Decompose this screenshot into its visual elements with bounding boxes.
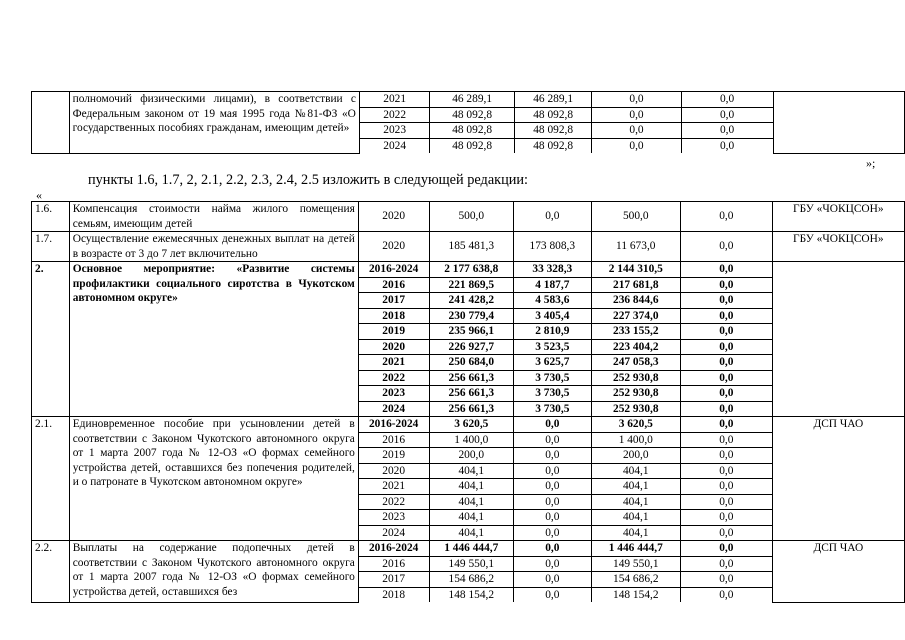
federal-budget-cell: 0,0 — [514, 448, 592, 464]
district-budget-cell: 1 400,0 — [591, 432, 680, 448]
district-budget-cell: 148 154,2 — [591, 587, 680, 602]
year-cell: 2021 — [358, 355, 429, 371]
federal-budget-cell: 3 730,5 — [514, 370, 592, 386]
district-budget-cell: 0,0 — [592, 138, 681, 153]
total-cell: 3 620,5 — [429, 417, 514, 433]
item-description: полномочий физическими лицами), в соответствии с Федеральным законом от 19 мая 1995 года №81-ФЗ «О государственных пособиях гражданам, имеющим детей» — [69, 92, 359, 154]
year-cell: 2016 — [358, 432, 429, 448]
other-sources-cell: 0,0 — [681, 448, 773, 464]
item-description: Единовременное пособие при усыновлении детей в соответствии с Законом Чукотского автономного округа от 1 марта 2007 года № 12-ОЗ «О формах семейного устройства детей, оставшихся без попечения родителей, и о патронате в Чукотском автономном округе» — [69, 417, 358, 541]
other-sources-cell: 0,0 — [681, 138, 773, 153]
federal-budget-cell: 3 625,7 — [514, 355, 592, 371]
other-sources-cell: 0,0 — [681, 232, 773, 262]
total-cell: 404,1 — [429, 525, 514, 541]
federal-budget-cell: 0,0 — [514, 202, 592, 232]
total-cell: 404,1 — [429, 494, 514, 510]
year-cell: 2024 — [358, 525, 429, 541]
federal-budget-cell: 48 092,8 — [514, 123, 592, 139]
federal-budget-cell: 0,0 — [514, 432, 592, 448]
district-budget-cell: 404,1 — [591, 494, 680, 510]
total-cell: 148 154,2 — [429, 587, 514, 602]
executor-cell: ДСП ЧАО — [772, 541, 904, 603]
executor-cell: ДСП ЧАО — [772, 417, 904, 541]
district-budget-cell: 236 844,6 — [591, 293, 680, 309]
district-budget-cell: 500,0 — [591, 202, 680, 232]
item-number: 2.1. — [32, 417, 70, 541]
table-row — [32, 541, 905, 557]
district-budget-cell: 3 620,5 — [591, 417, 680, 433]
item-number: 1.7. — [32, 232, 70, 262]
year-cell: 2017 — [358, 572, 429, 588]
total-cell: 48 092,8 — [430, 123, 515, 139]
federal-budget-cell: 3 730,5 — [514, 401, 592, 417]
total-cell: 404,1 — [429, 479, 514, 495]
top-table-fragment — [31, 91, 905, 154]
year-cell: 2020 — [358, 339, 429, 355]
district-budget-cell: 0,0 — [592, 107, 681, 123]
other-sources-cell: 0,0 — [681, 308, 773, 324]
total-cell: 226 927,7 — [429, 339, 514, 355]
other-sources-cell: 0,0 — [681, 277, 773, 293]
program-table — [31, 201, 905, 603]
other-sources-cell: 0,0 — [681, 386, 773, 402]
total-cell: 404,1 — [429, 510, 514, 526]
year-cell: 2023 — [358, 386, 429, 402]
other-sources-cell: 0,0 — [681, 92, 773, 108]
table-row — [32, 92, 905, 108]
year-cell: 2019 — [358, 324, 429, 340]
table-row — [32, 417, 905, 433]
total-cell: 48 092,8 — [430, 138, 515, 153]
federal-budget-cell: 0,0 — [514, 525, 592, 541]
federal-budget-cell: 0,0 — [514, 463, 592, 479]
other-sources-cell: 0,0 — [681, 262, 773, 278]
federal-budget-cell: 0,0 — [514, 587, 592, 602]
district-budget-cell: 247 058,3 — [591, 355, 680, 371]
other-sources-cell: 0,0 — [681, 123, 773, 139]
district-budget-cell: 233 155,2 — [591, 324, 680, 340]
federal-budget-cell: 0,0 — [514, 479, 592, 495]
federal-budget-cell: 0,0 — [514, 494, 592, 510]
district-budget-cell: 217 681,8 — [591, 277, 680, 293]
executor-cell — [772, 262, 904, 417]
district-budget-cell: 404,1 — [591, 525, 680, 541]
other-sources-cell: 0,0 — [681, 293, 773, 309]
year-cell: 2016-2024 — [358, 417, 429, 433]
federal-budget-cell: 3 523,5 — [514, 339, 592, 355]
year-cell: 2016 — [358, 556, 429, 572]
other-sources-cell: 0,0 — [681, 556, 773, 572]
table-row — [32, 202, 905, 232]
total-cell: 185 481,3 — [429, 232, 514, 262]
federal-budget-cell: 48 092,8 — [514, 138, 592, 153]
table-row — [32, 262, 905, 278]
year-cell: 2018 — [358, 587, 429, 602]
total-cell: 235 966,1 — [429, 324, 514, 340]
district-budget-cell: 2 144 310,5 — [591, 262, 680, 278]
item-description: Основное мероприятие: «Развитие системы профилактики социального сиротства в Чукотском автономном округе» — [69, 262, 358, 417]
district-budget-cell: 223 404,2 — [591, 339, 680, 355]
federal-budget-cell: 4 187,7 — [514, 277, 592, 293]
total-cell: 221 869,5 — [429, 277, 514, 293]
district-budget-cell: 227 374,0 — [591, 308, 680, 324]
federal-budget-cell: 48 092,8 — [514, 107, 592, 123]
other-sources-cell: 0,0 — [681, 107, 773, 123]
other-sources-cell: 0,0 — [681, 494, 773, 510]
total-cell: 2 177 638,8 — [429, 262, 514, 278]
total-cell: 154 686,2 — [429, 572, 514, 588]
other-sources-cell: 0,0 — [681, 525, 773, 541]
other-sources-cell: 0,0 — [681, 370, 773, 386]
executor-cell — [773, 92, 904, 154]
other-sources-cell: 0,0 — [681, 510, 773, 526]
item-description: Компенсация стоимости найма жилого помещения семьям, имеющим детей — [69, 202, 358, 232]
total-cell: 46 289,1 — [430, 92, 515, 108]
year-cell: 2024 — [359, 138, 429, 153]
district-budget-cell: 200,0 — [591, 448, 680, 464]
other-sources-cell: 0,0 — [681, 572, 773, 588]
total-cell: 256 661,3 — [429, 401, 514, 417]
federal-budget-cell: 3 730,5 — [514, 386, 592, 402]
total-cell: 149 550,1 — [429, 556, 514, 572]
year-cell: 2023 — [358, 510, 429, 526]
total-cell: 256 661,3 — [429, 370, 514, 386]
district-budget-cell: 0,0 — [592, 123, 681, 139]
other-sources-cell: 0,0 — [681, 339, 773, 355]
federal-budget-cell: 0,0 — [514, 556, 592, 572]
year-cell: 2018 — [358, 308, 429, 324]
item-number: 2.2. — [32, 541, 70, 603]
year-cell: 2022 — [359, 107, 429, 123]
year-cell: 2020 — [358, 202, 429, 232]
year-cell: 2024 — [358, 401, 429, 417]
amendment-paragraph: пункты 1.6, 1.7, 2, 2.1, 2.2, 2.3, 2.4, 2.5 изложить в следующей редакции: — [88, 172, 529, 188]
year-cell: 2016-2024 — [358, 262, 429, 278]
year-cell: 2022 — [358, 494, 429, 510]
district-budget-cell: 252 930,8 — [591, 386, 680, 402]
year-cell: 2017 — [358, 293, 429, 309]
closing-quote: »; — [866, 156, 876, 170]
table-row — [32, 232, 905, 262]
district-budget-cell: 0,0 — [592, 92, 681, 108]
federal-budget-cell: 0,0 — [514, 510, 592, 526]
federal-budget-cell: 0,0 — [514, 417, 592, 433]
item-number: 1.6. — [32, 202, 70, 232]
total-cell: 404,1 — [429, 463, 514, 479]
district-budget-cell: 252 930,8 — [591, 370, 680, 386]
other-sources-cell: 0,0 — [681, 432, 773, 448]
other-sources-cell: 0,0 — [681, 463, 773, 479]
federal-budget-cell: 3 405,4 — [514, 308, 592, 324]
executor-cell: ГБУ «ЧОКЦСОН» — [772, 202, 904, 232]
year-cell: 2019 — [358, 448, 429, 464]
executor-cell: ГБУ «ЧОКЦСОН» — [772, 232, 904, 262]
year-cell: 2020 — [358, 463, 429, 479]
opening-quote: « — [36, 188, 42, 202]
item-number-cell — [32, 92, 70, 154]
district-budget-cell: 1 446 444,7 — [591, 541, 680, 557]
total-cell: 500,0 — [429, 202, 514, 232]
total-cell: 241 428,2 — [429, 293, 514, 309]
year-cell: 2021 — [358, 479, 429, 495]
federal-budget-cell: 173 808,3 — [514, 232, 592, 262]
total-cell: 256 661,3 — [429, 386, 514, 402]
year-cell: 2016-2024 — [358, 541, 429, 557]
district-budget-cell: 404,1 — [591, 463, 680, 479]
federal-budget-cell: 0,0 — [514, 541, 592, 557]
year-cell: 2020 — [358, 232, 429, 262]
other-sources-cell: 0,0 — [681, 587, 773, 602]
year-cell: 2021 — [359, 92, 429, 108]
year-cell: 2022 — [358, 370, 429, 386]
year-cell: 2016 — [358, 277, 429, 293]
federal-budget-cell: 2 810,9 — [514, 324, 592, 340]
other-sources-cell: 0,0 — [681, 355, 773, 371]
year-cell: 2023 — [359, 123, 429, 139]
other-sources-cell: 0,0 — [681, 401, 773, 417]
other-sources-cell: 0,0 — [681, 479, 773, 495]
total-cell: 230 779,4 — [429, 308, 514, 324]
item-number: 2. — [32, 262, 70, 417]
district-budget-cell: 11 673,0 — [591, 232, 680, 262]
total-cell: 250 684,0 — [429, 355, 514, 371]
total-cell: 200,0 — [429, 448, 514, 464]
district-budget-cell: 149 550,1 — [591, 556, 680, 572]
other-sources-cell: 0,0 — [681, 417, 773, 433]
other-sources-cell: 0,0 — [681, 541, 773, 557]
total-cell: 1 446 444,7 — [429, 541, 514, 557]
district-budget-cell: 252 930,8 — [591, 401, 680, 417]
federal-budget-cell: 4 583,6 — [514, 293, 592, 309]
total-cell: 1 400,0 — [429, 432, 514, 448]
other-sources-cell: 0,0 — [681, 324, 773, 340]
item-description: Осуществление ежемесячных денежных выплат на детей в возрасте от 3 до 7 лет включительно — [69, 232, 358, 262]
item-description: Выплаты на содержание подопечных детей в соответствии с Законом Чукотского автономного округа от 1 марта 2007 года № 12-ОЗ «О формах семейного устройства детей, оставшихся без — [69, 541, 358, 603]
federal-budget-cell: 33 328,3 — [514, 262, 592, 278]
district-budget-cell: 404,1 — [591, 510, 680, 526]
other-sources-cell: 0,0 — [681, 202, 773, 232]
total-cell: 48 092,8 — [430, 107, 515, 123]
district-budget-cell: 404,1 — [591, 479, 680, 495]
federal-budget-cell: 0,0 — [514, 572, 592, 588]
federal-budget-cell: 46 289,1 — [514, 92, 592, 108]
district-budget-cell: 154 686,2 — [591, 572, 680, 588]
